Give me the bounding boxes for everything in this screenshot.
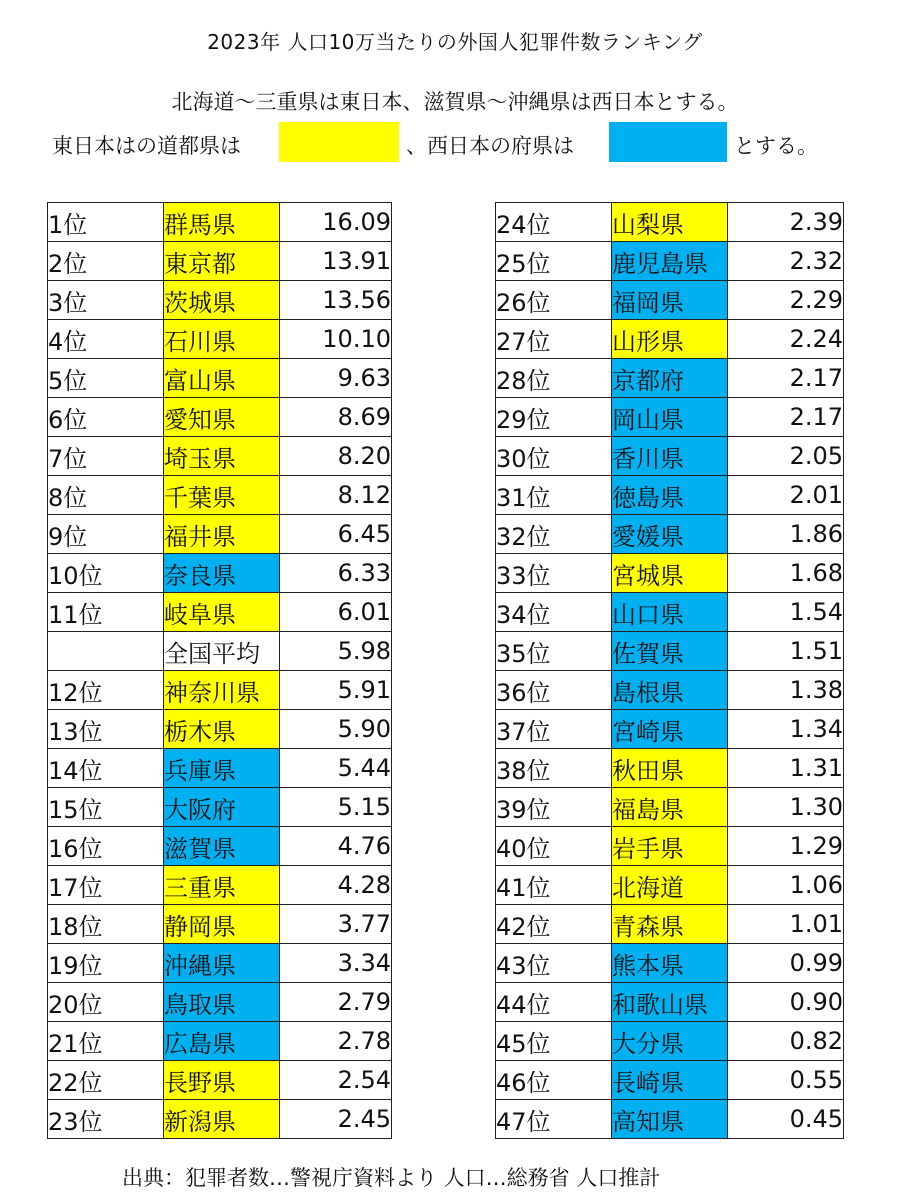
table-row — [496, 437, 844, 476]
value-cell: 1.29 — [728, 827, 844, 866]
table-row — [496, 827, 844, 866]
table-row — [48, 983, 392, 1022]
rank-cell: 38位 — [496, 749, 612, 788]
table-row — [496, 515, 844, 554]
rank-cell: 45位 — [496, 1022, 612, 1061]
prefecture-cell: 長崎県 — [612, 1061, 728, 1100]
region-note-west-text: 、西日本の府県は — [406, 134, 574, 158]
value-cell: 0.55 — [728, 1061, 844, 1100]
rank-cell: 16位 — [48, 827, 164, 866]
value-cell: 2.29 — [728, 281, 844, 320]
table-row — [48, 632, 392, 671]
rank-cell: 5位 — [48, 359, 164, 398]
prefecture-cell: 神奈川県 — [164, 671, 280, 710]
table-row — [48, 320, 392, 359]
prefecture-cell: 大分県 — [612, 1022, 728, 1061]
rank-cell: 17位 — [48, 866, 164, 905]
prefecture-cell: 富山県 — [164, 359, 280, 398]
table-row — [496, 203, 844, 242]
prefecture-cell: 愛媛県 — [612, 515, 728, 554]
rank-cell: 33位 — [496, 554, 612, 593]
prefecture-cell: 全国平均 — [164, 632, 280, 671]
table-row — [48, 671, 392, 710]
value-cell: 2.45 — [280, 1100, 392, 1139]
rank-cell: 42位 — [496, 905, 612, 944]
table-row — [496, 593, 844, 632]
value-cell: 4.76 — [280, 827, 392, 866]
table-row — [496, 983, 844, 1022]
table-row — [48, 827, 392, 866]
prefecture-cell: 山口県 — [612, 593, 728, 632]
table-row — [496, 632, 844, 671]
value-cell: 1.51 — [728, 632, 844, 671]
table-row — [496, 359, 844, 398]
value-cell: 9.63 — [280, 359, 392, 398]
rank-cell: 1位 — [48, 203, 164, 242]
value-cell: 2.17 — [728, 398, 844, 437]
table-row — [48, 1061, 392, 1100]
rank-cell: 18位 — [48, 905, 164, 944]
rank-cell: 40位 — [496, 827, 612, 866]
rank-cell: 2位 — [48, 242, 164, 281]
prefecture-cell: 宮崎県 — [612, 710, 728, 749]
rank-cell: 29位 — [496, 398, 612, 437]
table-row — [48, 788, 392, 827]
ranking-table-left — [47, 202, 392, 1139]
prefecture-cell: 奈良県 — [164, 554, 280, 593]
value-cell: 0.45 — [728, 1100, 844, 1139]
value-cell: 10.10 — [280, 320, 392, 359]
value-cell: 5.90 — [280, 710, 392, 749]
value-cell: 4.28 — [280, 866, 392, 905]
rank-cell: 44位 — [496, 983, 612, 1022]
table-row — [496, 242, 844, 281]
value-cell: 5.15 — [280, 788, 392, 827]
rank-cell: 21位 — [48, 1022, 164, 1061]
prefecture-cell: 岐阜県 — [164, 593, 280, 632]
prefecture-cell: 新潟県 — [164, 1100, 280, 1139]
value-cell: 2.39 — [728, 203, 844, 242]
rank-cell: 34位 — [496, 593, 612, 632]
table-row — [48, 749, 392, 788]
rank-cell: 11位 — [48, 593, 164, 632]
prefecture-cell: 京都府 — [612, 359, 728, 398]
ranking-table-right — [495, 202, 844, 1139]
prefecture-cell: 青森県 — [612, 905, 728, 944]
value-cell: 8.12 — [280, 476, 392, 515]
value-cell: 2.17 — [728, 359, 844, 398]
prefecture-cell: 和歌山県 — [612, 983, 728, 1022]
rank-cell: 9位 — [48, 515, 164, 554]
prefecture-cell: 岡山県 — [612, 398, 728, 437]
prefecture-cell: 福井県 — [164, 515, 280, 554]
value-cell: 1.31 — [728, 749, 844, 788]
prefecture-cell: 熊本県 — [612, 944, 728, 983]
table-row — [496, 1061, 844, 1100]
prefecture-cell: 沖縄県 — [164, 944, 280, 983]
table-row — [48, 281, 392, 320]
table-row — [496, 320, 844, 359]
rank-cell: 23位 — [48, 1100, 164, 1139]
table-row — [48, 905, 392, 944]
table-row — [48, 437, 392, 476]
value-cell: 16.09 — [280, 203, 392, 242]
value-cell: 3.34 — [280, 944, 392, 983]
west-color-swatch — [609, 122, 727, 162]
value-cell: 1.54 — [728, 593, 844, 632]
value-cell: 1.34 — [728, 710, 844, 749]
table-row — [496, 944, 844, 983]
prefecture-cell: 広島県 — [164, 1022, 280, 1061]
prefecture-cell: 北海道 — [612, 866, 728, 905]
prefecture-cell: 滋賀県 — [164, 827, 280, 866]
value-cell: 13.91 — [280, 242, 392, 281]
prefecture-cell: 山形県 — [612, 320, 728, 359]
table-row — [48, 476, 392, 515]
prefecture-cell: 鹿児島県 — [612, 242, 728, 281]
table-row — [48, 359, 392, 398]
value-cell: 2.79 — [280, 983, 392, 1022]
prefecture-cell: 茨城県 — [164, 281, 280, 320]
value-cell: 0.90 — [728, 983, 844, 1022]
value-cell: 8.20 — [280, 437, 392, 476]
value-cell: 5.44 — [280, 749, 392, 788]
table-row — [496, 671, 844, 710]
region-note-end-text: とする。 — [734, 134, 818, 158]
prefecture-cell: 大阪府 — [164, 788, 280, 827]
table-row — [496, 1100, 844, 1139]
table-row — [48, 554, 392, 593]
value-cell: 6.01 — [280, 593, 392, 632]
rank-cell: 22位 — [48, 1061, 164, 1100]
prefecture-cell: 石川県 — [164, 320, 280, 359]
rank-cell: 25位 — [496, 242, 612, 281]
value-cell: 3.77 — [280, 905, 392, 944]
value-cell: 2.54 — [280, 1061, 392, 1100]
page-title: 2023年 人口10万当たりの外国人犯罪件数ランキング — [207, 30, 703, 54]
prefecture-cell: 徳島県 — [612, 476, 728, 515]
value-cell: 1.01 — [728, 905, 844, 944]
value-cell: 5.91 — [280, 671, 392, 710]
prefecture-cell: 岩手県 — [612, 827, 728, 866]
rank-cell: 13位 — [48, 710, 164, 749]
value-cell: 1.30 — [728, 788, 844, 827]
prefecture-cell: 東京都 — [164, 242, 280, 281]
table-row — [496, 554, 844, 593]
prefecture-cell: 福岡県 — [612, 281, 728, 320]
east-color-swatch — [279, 122, 399, 162]
rank-cell: 47位 — [496, 1100, 612, 1139]
rank-cell: 39位 — [496, 788, 612, 827]
value-cell: 2.01 — [728, 476, 844, 515]
table-row — [496, 905, 844, 944]
prefecture-cell: 千葉県 — [164, 476, 280, 515]
rank-cell: 24位 — [496, 203, 612, 242]
prefecture-cell: 福島県 — [612, 788, 728, 827]
rank-cell: 26位 — [496, 281, 612, 320]
rank-cell — [48, 632, 164, 671]
value-cell: 2.24 — [728, 320, 844, 359]
table-row — [48, 1022, 392, 1061]
table-row — [48, 593, 392, 632]
prefecture-cell: 栃木県 — [164, 710, 280, 749]
value-cell: 5.98 — [280, 632, 392, 671]
prefecture-cell: 鳥取県 — [164, 983, 280, 1022]
table-row — [48, 944, 392, 983]
region-note-east-text: 東日本はの道都県は — [52, 134, 241, 158]
prefecture-cell: 佐賀県 — [612, 632, 728, 671]
rank-cell: 35位 — [496, 632, 612, 671]
table-row — [496, 710, 844, 749]
rank-cell: 3位 — [48, 281, 164, 320]
rank-cell: 43位 — [496, 944, 612, 983]
prefecture-cell: 香川県 — [612, 437, 728, 476]
value-cell: 0.82 — [728, 1022, 844, 1061]
value-cell: 8.69 — [280, 398, 392, 437]
rank-cell: 46位 — [496, 1061, 612, 1100]
table-row — [48, 1100, 392, 1139]
prefecture-cell: 静岡県 — [164, 905, 280, 944]
value-cell: 2.78 — [280, 1022, 392, 1061]
prefecture-cell: 宮城県 — [612, 554, 728, 593]
prefecture-cell: 山梨県 — [612, 203, 728, 242]
rank-cell: 15位 — [48, 788, 164, 827]
prefecture-cell: 島根県 — [612, 671, 728, 710]
prefecture-cell: 愛知県 — [164, 398, 280, 437]
value-cell: 2.05 — [728, 437, 844, 476]
rank-cell: 30位 — [496, 437, 612, 476]
value-cell: 0.99 — [728, 944, 844, 983]
rank-cell: 20位 — [48, 983, 164, 1022]
region-note-line2 — [0, 122, 910, 164]
rank-cell: 32位 — [496, 515, 612, 554]
table-row — [496, 1022, 844, 1061]
table-row — [496, 788, 844, 827]
value-cell: 1.06 — [728, 866, 844, 905]
rank-cell: 14位 — [48, 749, 164, 788]
source-footer: 出典：犯罪者数…警視庁資料より 人口…総務省 人口推計 — [122, 1166, 661, 1190]
prefecture-cell: 三重県 — [164, 866, 280, 905]
rank-cell: 27位 — [496, 320, 612, 359]
prefecture-cell: 長野県 — [164, 1061, 280, 1100]
rank-cell: 8位 — [48, 476, 164, 515]
value-cell: 1.38 — [728, 671, 844, 710]
rank-cell: 41位 — [496, 866, 612, 905]
table-row — [48, 398, 392, 437]
value-cell: 2.32 — [728, 242, 844, 281]
rank-cell: 37位 — [496, 710, 612, 749]
rank-cell: 10位 — [48, 554, 164, 593]
value-cell: 1.68 — [728, 554, 844, 593]
rank-cell: 6位 — [48, 398, 164, 437]
prefecture-cell: 高知県 — [612, 1100, 728, 1139]
prefecture-cell: 群馬県 — [164, 203, 280, 242]
table-row — [496, 749, 844, 788]
table-row — [496, 281, 844, 320]
table-row — [48, 242, 392, 281]
value-cell: 13.56 — [280, 281, 392, 320]
prefecture-cell: 兵庫県 — [164, 749, 280, 788]
rank-cell: 19位 — [48, 944, 164, 983]
rank-cell: 7位 — [48, 437, 164, 476]
table-row — [496, 866, 844, 905]
prefecture-cell: 埼玉県 — [164, 437, 280, 476]
value-cell: 6.33 — [280, 554, 392, 593]
table-row — [48, 710, 392, 749]
region-note-line1: 北海道～三重県は東日本、滋賀県～沖縄県は西日本とする。 — [171, 90, 739, 114]
rank-cell: 36位 — [496, 671, 612, 710]
rank-cell: 28位 — [496, 359, 612, 398]
value-cell: 6.45 — [280, 515, 392, 554]
rank-cell: 31位 — [496, 476, 612, 515]
table-row — [496, 476, 844, 515]
rank-cell: 4位 — [48, 320, 164, 359]
table-row — [48, 203, 392, 242]
prefecture-cell: 秋田県 — [612, 749, 728, 788]
table-row — [496, 398, 844, 437]
table-row — [48, 515, 392, 554]
value-cell: 1.86 — [728, 515, 844, 554]
table-row — [48, 866, 392, 905]
rank-cell: 12位 — [48, 671, 164, 710]
